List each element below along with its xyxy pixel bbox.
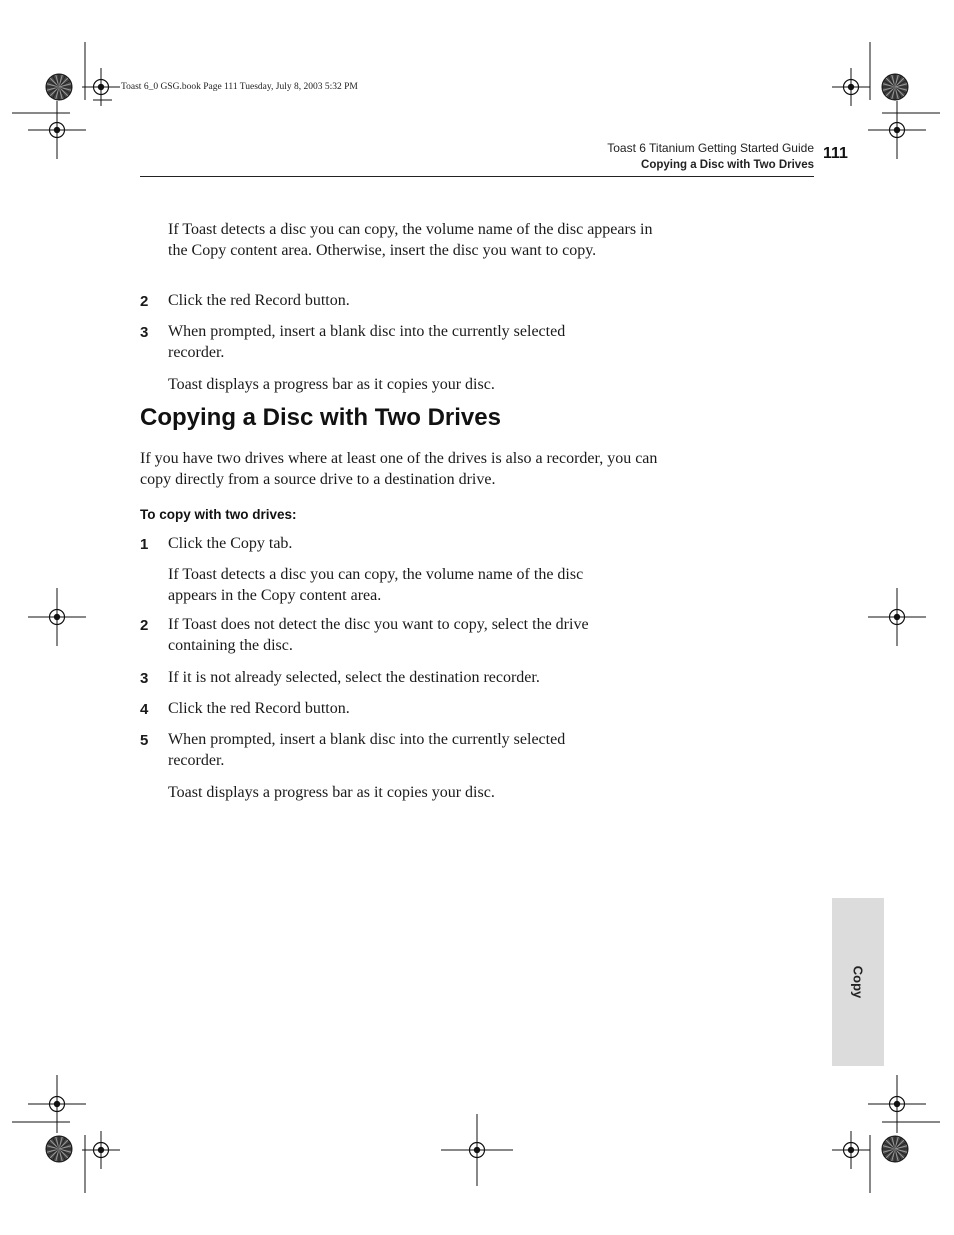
registration-mark-icon — [868, 1075, 926, 1133]
book-title: Toast 6 Titanium Getting Started Guide — [607, 141, 814, 155]
starburst-target-icon — [46, 74, 72, 100]
starburst-target-icon — [882, 1136, 908, 1162]
step-text: Click the red Record button. — [168, 700, 350, 717]
final-note: Toast displays a progress bar as it copies your disc. — [168, 784, 495, 801]
section-intro: If you have two drives where at least one of the drives is also a recorder, you can copy directly from a source drive to a destination drive. — [140, 450, 658, 488]
step-number: 2 — [140, 617, 149, 634]
step-number: 2 — [140, 293, 149, 310]
slug-line: Toast 6_0 GSG.book Page 111 Tuesday, July 8, 2003 5:32 PM — [121, 82, 358, 92]
running-header — [607, 140, 814, 174]
step-number: 3 — [140, 670, 149, 687]
intro-paragraph: If Toast detects a disc you can copy, the volume name of the disc appears in the Copy content area. Otherwise, insert the disc you want to copy. — [168, 221, 653, 259]
step-note: If Toast detects a disc you can copy, the volume name of the disc appears in the Copy content area. — [168, 566, 584, 604]
step-number: 1 — [140, 536, 149, 553]
registration-mark-icon — [868, 101, 926, 159]
step-text: If it is not already selected, select the destination recorder. — [168, 669, 540, 686]
registration-mark-icon — [868, 588, 926, 646]
step-number: 5 — [140, 732, 149, 749]
step-text: If Toast does not detect the disc you want to copy, select the drive containing the disc. — [168, 616, 589, 654]
step-text: Click the red Record button. — [168, 292, 350, 309]
registration-mark-icon — [28, 588, 86, 646]
registration-mark-icon — [28, 1075, 86, 1133]
step-text: When prompted, insert a blank disc into the currently selected recorder. — [168, 731, 566, 769]
registration-mark-icon — [82, 1131, 120, 1169]
section-heading: Copying a Disc with Two Drives — [140, 404, 501, 431]
registration-mark-icon — [82, 68, 120, 106]
step-number: 4 — [140, 701, 149, 718]
starburst-target-icon — [882, 74, 908, 100]
procedure-title: To copy with two drives: — [140, 507, 297, 522]
starburst-target-icon — [46, 1136, 72, 1162]
step-text: Click the Copy tab. — [168, 535, 293, 552]
page-number: 111 — [823, 145, 848, 162]
registration-mark-icon — [441, 1114, 513, 1186]
section-title: Copying a Disc with Two Drives — [641, 159, 814, 171]
chapter-tab-label: Copy — [850, 965, 866, 999]
header-rule — [140, 176, 814, 177]
registration-mark-icon — [832, 68, 870, 106]
chapter-thumb-tab — [832, 898, 884, 1066]
step-number: 3 — [140, 324, 149, 341]
step-text: When prompted, insert a blank disc into the currently selected recorder. — [168, 323, 566, 361]
registration-mark-icon — [832, 1131, 870, 1169]
registration-mark-icon — [28, 101, 86, 159]
note-paragraph: Toast displays a progress bar as it copies your disc. — [168, 376, 495, 393]
